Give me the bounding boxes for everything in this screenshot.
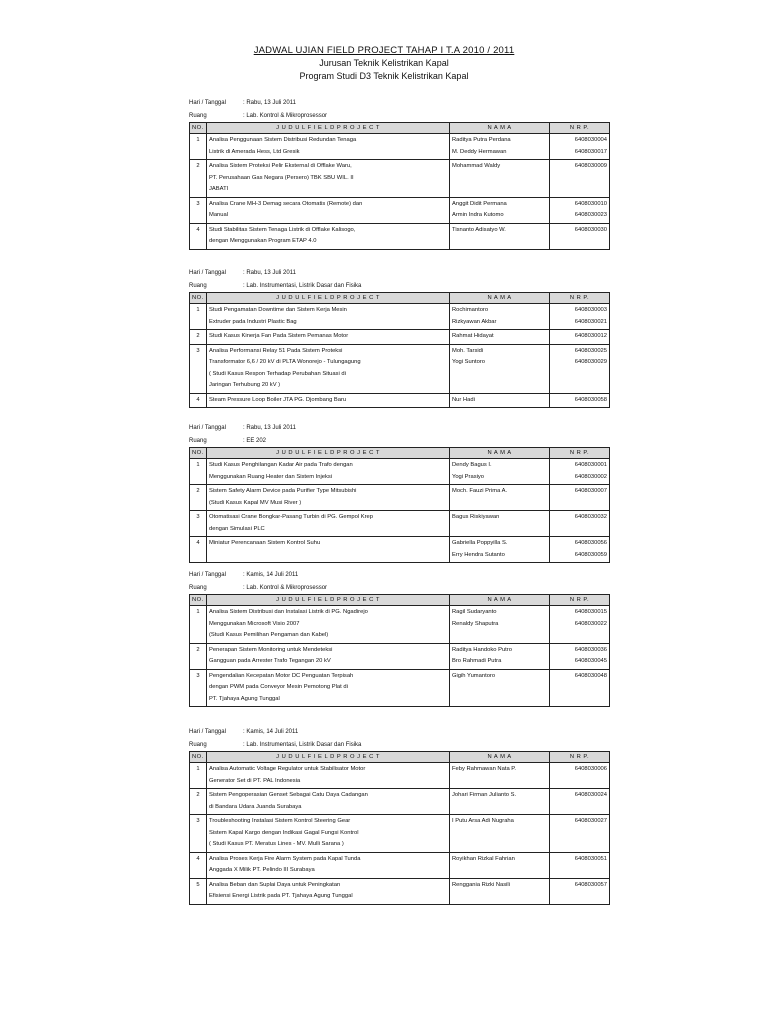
student-names bbox=[450, 330, 550, 345]
table-row bbox=[190, 134, 610, 160]
row-number: 4 bbox=[190, 223, 207, 249]
header-judul: J U D U L F I E L D P R O J E C T bbox=[207, 752, 450, 763]
table-row bbox=[190, 393, 610, 408]
header-judul: J U D U L F I E L D P R O J E C T bbox=[207, 448, 450, 459]
student-name: Rochimantoro bbox=[452, 307, 489, 313]
session-room bbox=[189, 281, 361, 291]
header-no: NO. bbox=[190, 293, 207, 304]
student-name: Tisnanto Adisatyo W. bbox=[452, 226, 506, 233]
nrp-number: 6408030022 bbox=[574, 620, 607, 627]
student-nrp bbox=[550, 197, 610, 223]
project-title-line: ( Studi Kasus Respon Terhadap Perubahan Situasi di bbox=[209, 370, 346, 377]
nrp-number: 6408030024 bbox=[574, 792, 607, 798]
nrp-number: 6408030023 bbox=[574, 212, 607, 218]
nrp-number: 6408030029 bbox=[574, 359, 607, 365]
project-title-line: Extruder pada Industri Plastic Bag bbox=[209, 318, 297, 325]
project-title-line: Manual bbox=[209, 212, 229, 218]
table-row bbox=[190, 344, 610, 393]
student-names bbox=[450, 134, 550, 160]
nrp-number: 6408030036 bbox=[574, 646, 607, 653]
room-label: Ruang bbox=[189, 438, 207, 444]
table-row bbox=[190, 606, 610, 644]
row-number: 1 bbox=[190, 763, 207, 789]
student-names bbox=[450, 763, 550, 789]
student-name: M. Deddy Hermawan bbox=[452, 148, 507, 155]
row-number: 2 bbox=[190, 643, 207, 669]
nrp-number: 6408030059 bbox=[574, 551, 607, 558]
project-title-line: Analisa Sistem Distribusi dan Instalasi Listrik di PG. Ngadirejo bbox=[209, 609, 368, 615]
student-name: Erry Hendra Sutanto bbox=[452, 551, 505, 558]
project-title bbox=[207, 537, 450, 563]
study-program: Program Studi D3 Teknik Kelistrikan Kapal bbox=[299, 71, 469, 81]
table-row bbox=[190, 852, 610, 878]
table-row bbox=[190, 223, 610, 249]
room-label: Ruang bbox=[189, 742, 207, 748]
student-name: Feby Rahmawan Nata P. bbox=[452, 766, 517, 772]
nrp-number: 6408030027 bbox=[574, 818, 607, 824]
project-title-line: Studi Kasus Penghilangan Kadar Air pada Trafo dengan bbox=[209, 462, 353, 468]
project-title-line: Sistem Kapal Kargo dengan Indikasi Gagal Fungsi Kontrol bbox=[209, 829, 359, 836]
row-number: 4 bbox=[190, 852, 207, 878]
table-row bbox=[190, 160, 610, 198]
student-nrp bbox=[550, 330, 610, 345]
room-label: Ruang bbox=[189, 113, 207, 119]
room-value: : Lab. Instrumentasi, Listrik Dasar dan Fisika bbox=[243, 283, 362, 289]
header-nrp: N R P. bbox=[550, 752, 610, 763]
project-title-line: dengan Menggunakan Program ETAP 4.0 bbox=[209, 238, 317, 244]
project-title bbox=[207, 606, 450, 644]
student-nrp bbox=[550, 223, 610, 249]
student-name: Bagus Riskiyawan bbox=[452, 514, 500, 520]
table-row bbox=[190, 815, 610, 853]
student-names bbox=[450, 197, 550, 223]
table-row bbox=[190, 643, 610, 669]
project-title bbox=[207, 669, 450, 707]
student-names bbox=[450, 852, 550, 878]
schedule-table bbox=[189, 292, 610, 408]
student-names bbox=[450, 160, 550, 198]
student-nrp bbox=[550, 393, 610, 408]
date-value: : Kamis, 14 Juli 2011 bbox=[243, 729, 299, 735]
project-title-line: Analisa Beban dan Suplai Daya untuk Peningkatan bbox=[209, 881, 341, 888]
row-number: 1 bbox=[190, 134, 207, 160]
session-room bbox=[189, 436, 266, 446]
project-title bbox=[207, 643, 450, 669]
student-nrp bbox=[550, 815, 610, 853]
nrp-number: 6408030057 bbox=[574, 881, 607, 888]
date-label: Hari / Tanggal bbox=[189, 729, 226, 735]
student-nrp bbox=[550, 134, 610, 160]
date-label: Hari / Tanggal bbox=[189, 572, 226, 578]
date-label: Hari / Tanggal bbox=[189, 425, 226, 431]
session-date bbox=[189, 727, 298, 737]
row-number: 1 bbox=[190, 606, 207, 644]
session-room bbox=[189, 740, 361, 750]
room-value: : Lab. Instrumentasi, Listrik Dasar dan Fisika bbox=[243, 742, 362, 748]
project-title-line: (Studi Kasus Pemilihan Pengaman dan Kabel) bbox=[209, 632, 329, 638]
project-title bbox=[207, 763, 450, 789]
row-number: 3 bbox=[190, 669, 207, 707]
date-label: Hari / Tanggal bbox=[189, 270, 226, 276]
row-number: 1 bbox=[190, 304, 207, 330]
nrp-number: 6408030021 bbox=[574, 318, 607, 325]
table-row bbox=[190, 485, 610, 511]
student-name: Armin Indra Kutomo bbox=[452, 212, 504, 218]
student-name: Raditya Putra Perdana bbox=[452, 137, 511, 143]
row-number: 4 bbox=[190, 393, 207, 408]
project-title bbox=[207, 878, 450, 904]
row-number: 2 bbox=[190, 330, 207, 345]
project-title-line: Transformator 6,6 / 20 kV di PLTA Wonorejo - Tulungagung bbox=[209, 359, 361, 365]
student-names bbox=[450, 643, 550, 669]
room-label: Ruang bbox=[189, 585, 207, 591]
nrp-number: 6408030051 bbox=[574, 855, 607, 862]
table-row bbox=[190, 789, 610, 815]
student-nrp bbox=[550, 878, 610, 904]
session-room bbox=[189, 111, 327, 121]
student-name: Mohammad Waldy bbox=[452, 163, 501, 169]
header-nrp: N R P. bbox=[550, 448, 610, 459]
student-names bbox=[450, 485, 550, 511]
nrp-number: 6408030017 bbox=[574, 148, 607, 155]
project-title-line: (Studi Kasus Kapal MV Musi River ) bbox=[209, 499, 302, 506]
session-date bbox=[189, 98, 296, 108]
header-no: NO. bbox=[190, 752, 207, 763]
header-no: NO. bbox=[190, 448, 207, 459]
project-title-line: ( Studi Kasus PT. Meratus Lines - MV. Mulli Sarana ) bbox=[209, 841, 344, 847]
student-name: Anggit Didit Permana bbox=[452, 200, 507, 207]
student-name: Rahmat Hidayat bbox=[452, 333, 494, 339]
student-nrp bbox=[550, 643, 610, 669]
student-nrp bbox=[550, 344, 610, 393]
nrp-number: 6408030056 bbox=[574, 540, 607, 546]
table-row bbox=[190, 330, 610, 345]
project-title-line: PT. Tjahaya Agung Tunggal bbox=[209, 695, 280, 702]
row-number: 2 bbox=[190, 789, 207, 815]
nrp-number: 6408030058 bbox=[574, 396, 607, 403]
project-title-line: di Bandara Udara Juanda Surabaya bbox=[209, 803, 302, 810]
student-name: Moch. Fauzi Prima A. bbox=[452, 488, 508, 494]
header-judul: J U D U L F I E L D P R O J E C T bbox=[207, 595, 450, 606]
header-nama: N A M A bbox=[450, 293, 550, 304]
student-name: Royikhan Rizkal Fahrian bbox=[452, 855, 515, 862]
project-title bbox=[207, 344, 450, 393]
project-title-line: Sistem Pengoperasian Genset Sebagai Catu Daya Cadangan bbox=[209, 792, 368, 798]
header-nama: N A M A bbox=[450, 448, 550, 459]
student-names bbox=[450, 669, 550, 707]
project-title-line: Troubleshooting Instalasi Sistem Kontrol Steering Gear bbox=[209, 818, 351, 824]
student-names bbox=[450, 878, 550, 904]
header-nrp: N R P. bbox=[550, 293, 610, 304]
header-no: NO. bbox=[190, 595, 207, 606]
row-number: 2 bbox=[190, 485, 207, 511]
schedule-table bbox=[189, 751, 610, 905]
document-title: JADWAL UJIAN FIELD PROJECT TAHAP I T.A 2010 / 2011 bbox=[253, 45, 515, 56]
nrp-number: 6408030007 bbox=[574, 488, 607, 494]
table-row bbox=[190, 197, 610, 223]
student-names bbox=[450, 511, 550, 537]
header-nama: N A M A bbox=[450, 595, 550, 606]
session-date bbox=[189, 268, 296, 278]
student-nrp bbox=[550, 763, 610, 789]
student-nrp bbox=[550, 606, 610, 644]
date-label: Hari / Tanggal bbox=[189, 100, 226, 106]
student-name: Gabriella Poppyilla S. bbox=[452, 540, 508, 546]
project-title-line: Jaringan Terhubung 20 kV ) bbox=[209, 382, 281, 388]
session-date bbox=[189, 570, 298, 580]
nrp-number: 6408030045 bbox=[574, 658, 607, 664]
project-title-line: Sistem Safety Alarm Device pada Purifier Type Mitsubishi bbox=[209, 488, 357, 494]
student-name: Johari Firman Julianto S. bbox=[452, 792, 517, 798]
student-nrp bbox=[550, 669, 610, 707]
date-value: : Kamis, 14 Juli 2011 bbox=[243, 572, 299, 578]
project-title bbox=[207, 393, 450, 408]
student-name: Raditya Handoko Putro bbox=[452, 646, 512, 653]
project-title bbox=[207, 789, 450, 815]
project-title-line: Efisiensi Energi Listrik pada PT. Tjahaya Agung Tunggal bbox=[209, 893, 353, 899]
student-nrp bbox=[550, 459, 610, 485]
table-row bbox=[190, 763, 610, 789]
project-title-line: Pengendalian Kecepatan Motor DC Penguatan Terpisah bbox=[209, 672, 354, 679]
student-nrp bbox=[550, 852, 610, 878]
project-title bbox=[207, 459, 450, 485]
header-judul: J U D U L F I E L D P R O J E C T bbox=[207, 123, 450, 134]
row-number: 3 bbox=[190, 344, 207, 393]
room-value: : EE 202 bbox=[243, 438, 267, 444]
table-header-row bbox=[190, 752, 610, 763]
project-title-line: Gangguan pada Arrester Trafo Tegangan 20 kV bbox=[209, 658, 331, 664]
schedule-table bbox=[189, 594, 610, 707]
department-name: Jurusan Teknik Kelistrikan Kapal bbox=[319, 58, 449, 68]
project-title-line: Analisa Sistem Proteksi Pelir Eksternal di Offlake Waru, bbox=[209, 163, 352, 169]
student-nrp bbox=[550, 511, 610, 537]
table-row bbox=[190, 511, 610, 537]
nrp-number: 6408030048 bbox=[574, 672, 607, 679]
table-header-row bbox=[190, 123, 610, 134]
project-title-line: PT. Perusahaan Gas Negara (Persero) TBK SBU WIL. II bbox=[209, 174, 354, 181]
project-title bbox=[207, 197, 450, 223]
student-names bbox=[450, 459, 550, 485]
header-nama: N A M A bbox=[450, 123, 550, 134]
student-name: Gigih Yumantoro bbox=[452, 672, 496, 679]
student-name: Moh. Tarsidi bbox=[452, 347, 484, 354]
project-title-line: Generator Set di PT. PAL Indonesia bbox=[209, 777, 301, 784]
project-title-line: Analisa Automatic Voltage Regulator untuk Stabilisator Motor bbox=[209, 766, 366, 772]
nrp-number: 6408030002 bbox=[574, 473, 607, 480]
project-title bbox=[207, 485, 450, 511]
nrp-number: 6408030003 bbox=[574, 307, 607, 313]
table-row bbox=[190, 537, 610, 563]
session-date bbox=[189, 423, 296, 433]
student-name: Renaldy Shaputra bbox=[452, 620, 499, 627]
project-title bbox=[207, 330, 450, 345]
project-title-line: Listrik di Amerada Hess, Ltd Gresik bbox=[209, 148, 300, 155]
nrp-number: 6408030006 bbox=[574, 766, 607, 772]
header-judul: J U D U L F I E L D P R O J E C T bbox=[207, 293, 450, 304]
project-title-line: Menggunakan Ruang Heater dan Sistem Injeksi bbox=[209, 473, 333, 480]
student-nrp bbox=[550, 485, 610, 511]
student-nrp bbox=[550, 304, 610, 330]
project-title-line: Miniatur Perencanaan Sistem Kontrol Suhu bbox=[209, 540, 321, 546]
date-value: : Rabu, 13 Juli 2011 bbox=[243, 100, 296, 106]
nrp-number: 6408030010 bbox=[574, 200, 607, 207]
nrp-number: 6408030030 bbox=[574, 226, 607, 233]
student-name: Rizkyawan Akbar bbox=[452, 318, 497, 325]
header-no: NO. bbox=[190, 123, 207, 134]
student-names bbox=[450, 344, 550, 393]
header-nrp: N R P. bbox=[550, 595, 610, 606]
student-name: Renggania Rizki Nasili bbox=[452, 881, 510, 888]
row-number: 3 bbox=[190, 197, 207, 223]
nrp-number: 6408030009 bbox=[574, 163, 607, 169]
nrp-number: 6408030025 bbox=[574, 347, 607, 354]
project-title bbox=[207, 852, 450, 878]
table-header-row bbox=[190, 293, 610, 304]
row-number: 4 bbox=[190, 537, 207, 563]
date-value: : Rabu, 13 Juli 2011 bbox=[243, 270, 296, 276]
project-title-line: Analisa Crane MH-3 Demag secara Otomatis (Remote) dan bbox=[209, 200, 363, 207]
student-name: I Putu Arsa Adi Nugraha bbox=[452, 818, 514, 824]
student-name: Nur Hadi bbox=[452, 396, 475, 403]
student-names bbox=[450, 606, 550, 644]
project-title-line: Analisa Performansi Relay 51 Pada Sistem Proteksi bbox=[209, 347, 343, 354]
student-name: Bro Rahmadi Putra bbox=[452, 658, 502, 664]
project-title-line: dengan Simulasi PLC bbox=[209, 525, 265, 532]
table-row bbox=[190, 669, 610, 707]
student-name: Yogi Prasiyo bbox=[452, 473, 485, 480]
session-room bbox=[189, 583, 327, 593]
project-title-line: Studi Stabilitas Sistem Tenaga Listrik di Offlake Kalisogo, bbox=[209, 226, 356, 233]
project-title bbox=[207, 134, 450, 160]
student-names bbox=[450, 304, 550, 330]
student-names bbox=[450, 393, 550, 408]
project-title-line: Menggunakan Microsoft Visio 2007 bbox=[209, 620, 300, 627]
project-title-line: JABATI bbox=[209, 186, 229, 192]
row-number: 3 bbox=[190, 511, 207, 537]
project-title bbox=[207, 304, 450, 330]
student-nrp bbox=[550, 160, 610, 198]
header-nama: N A M A bbox=[450, 752, 550, 763]
project-title-line: Studi Kasus Kinerja Fan Pada Sistem Pemanas Motor bbox=[209, 333, 349, 339]
project-title bbox=[207, 223, 450, 249]
nrp-number: 6408030032 bbox=[574, 514, 607, 520]
project-title-line: Penerapan Sistem Monitoring untuk Mendeteksi bbox=[209, 646, 333, 653]
room-value: : Lab. Kontrol & Mikroprosessor bbox=[243, 113, 328, 119]
student-names bbox=[450, 537, 550, 563]
schedule-table bbox=[189, 122, 610, 250]
nrp-number: 6408030001 bbox=[574, 462, 607, 468]
student-nrp bbox=[550, 789, 610, 815]
project-title-line: dengan PWM pada Conveyor Mesin Pemotong Plat di bbox=[209, 684, 348, 690]
row-number: 3 bbox=[190, 815, 207, 853]
student-names bbox=[450, 223, 550, 249]
student-name: Ragil Sudaryanto bbox=[452, 609, 497, 615]
schedule-table bbox=[189, 447, 610, 563]
student-nrp bbox=[550, 537, 610, 563]
project-title bbox=[207, 815, 450, 853]
row-number: 5 bbox=[190, 878, 207, 904]
header-nrp: N R P. bbox=[550, 123, 610, 134]
table-row bbox=[190, 878, 610, 904]
table-row bbox=[190, 304, 610, 330]
student-names bbox=[450, 789, 550, 815]
project-title-line: Studi Pengamatan Downtime dan Sistem Kerja Mesin bbox=[209, 307, 347, 313]
project-title bbox=[207, 511, 450, 537]
date-value: : Rabu, 13 Juli 2011 bbox=[243, 425, 296, 431]
row-number: 1 bbox=[190, 459, 207, 485]
project-title bbox=[207, 160, 450, 198]
student-names bbox=[450, 815, 550, 853]
room-value: : Lab. Kontrol & Mikroprosessor bbox=[243, 585, 328, 591]
student-name: Dendy Bagus I. bbox=[452, 462, 492, 468]
project-title-line: Otomatisasi Crane Bongkar-Pasang Turbin di PG. Gempol Krep bbox=[209, 514, 373, 520]
nrp-number: 6408030012 bbox=[574, 333, 607, 339]
table-row bbox=[190, 459, 610, 485]
project-title-line: Analisa Proses Kerja Fire Alarm System pada Kapal Tunda bbox=[209, 855, 361, 862]
table-header-row bbox=[190, 448, 610, 459]
student-name: Yogi Suntoro bbox=[452, 359, 485, 365]
nrp-number: 6408030015 bbox=[574, 609, 607, 615]
row-number: 2 bbox=[190, 160, 207, 198]
table-header-row bbox=[190, 595, 610, 606]
nrp-number: 6408030004 bbox=[574, 137, 607, 143]
project-title-line: Analisa Penggunaan Sistem Distribusi Redundan Tenaga bbox=[209, 137, 357, 143]
room-label: Ruang bbox=[189, 283, 207, 289]
project-title-line: Anggada X Milik PT. Pelindo III Surabaya bbox=[209, 867, 315, 873]
project-title-line: Steam Pressure Loop Boiler JTA PG. Djombang Baru bbox=[209, 396, 347, 403]
